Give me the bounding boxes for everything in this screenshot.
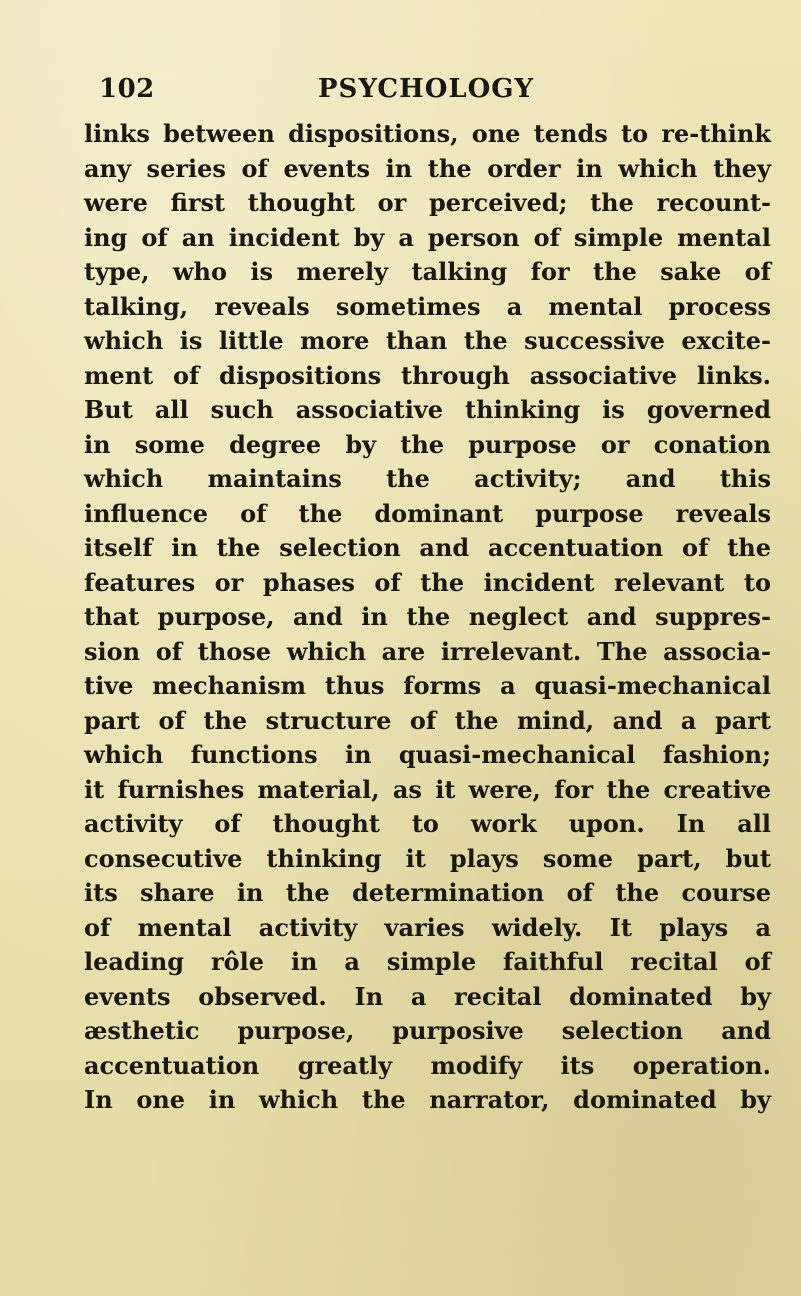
text-line: were first thought or perceived; the recount- (84, 188, 771, 217)
text-line: ment of dispositions through associative links. (84, 360, 771, 390)
text-line: influence of the dominant purpose reveals (84, 498, 771, 528)
text-line: part of the structure of the mind, and a part (84, 705, 771, 735)
text-line: consecutive thinking it plays some part, but (84, 843, 771, 873)
text-line: But all such associative thinking is governed (84, 395, 771, 424)
text-line: talking, reveals sometimes a mental process (84, 291, 771, 321)
running-head (99, 66, 771, 112)
text-line: any series of events in the order in which they (84, 153, 771, 183)
text-line: leading rôle in a simple faithful recital of (84, 947, 771, 976)
text-line: activity of thought to work upon. In all (84, 809, 771, 838)
text-line: of mental activity varies widely. It plays a (84, 912, 771, 942)
text-line: its share in the determination of the course (84, 878, 771, 907)
text-line: it furnishes material, as it were, for the creative (84, 774, 771, 804)
body-text (84, 117, 771, 1118)
text-line: type, who is merely talking for the sake of (84, 257, 771, 286)
text-line: tive mechanism thus forms a quasi-mechanical (84, 671, 771, 700)
text-line: links between dispositions, one tends to re-think (84, 119, 771, 148)
text-line: accentuation greatly modify its operation. (84, 1050, 771, 1080)
text-line: features or phases of the incident relevant to (84, 567, 771, 597)
text-line: events observed. In a recital dominated by (84, 981, 771, 1011)
page-number: 102 (99, 74, 155, 104)
text-line: in some degree by the purpose or conation (84, 429, 771, 459)
text-line: sion of those which are irrelevant. The associa- (84, 636, 771, 666)
text-line: In one in which the narrator, dominated by (84, 1085, 771, 1114)
text-line: which is little more than the successive excite- (84, 326, 771, 355)
text-line: itself in the selection and accentuation of the (84, 533, 771, 562)
text-line: that purpose, and in the neglect and suppres- (84, 602, 771, 631)
text-line: which functions in quasi-mechanical fashion; (84, 740, 771, 769)
text-line: which maintains the activity; and this (84, 464, 771, 493)
text-line: æsthetic purpose, purposive selection and (84, 1016, 771, 1045)
text-line: ing of an incident by a person of simple mental (84, 222, 771, 252)
running-title: PSYCHOLOGY (318, 74, 535, 104)
